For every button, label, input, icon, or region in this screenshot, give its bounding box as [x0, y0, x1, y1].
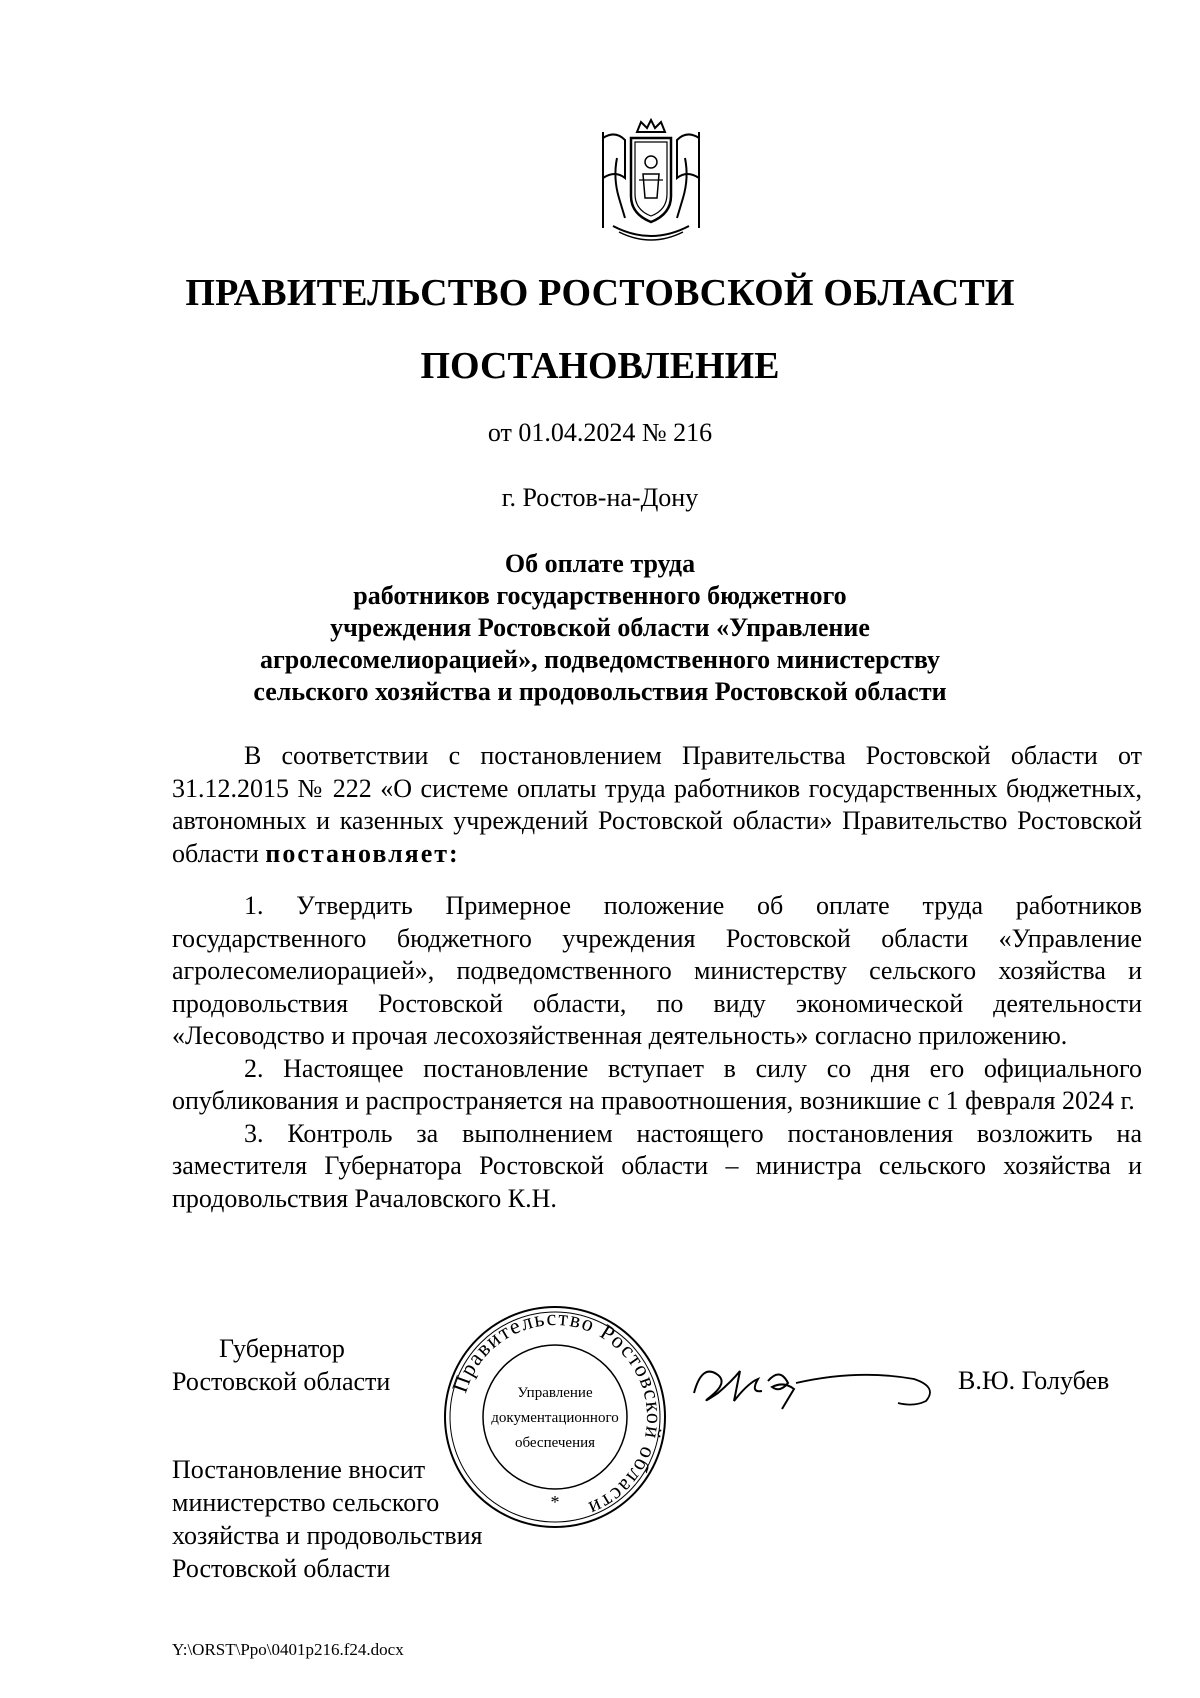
resolution-item-2: 2. Настоящее постановление вступает в силу со дня его официального опубликования и распространяется на правоотношения, возникшие с 1 февраля 2024 г. — [172, 1053, 1142, 1115]
subject-line: работников государственного бюджетного — [353, 581, 847, 610]
subject-line: Об оплате труда — [504, 549, 696, 578]
signer-name: В.Ю. Голубев — [958, 1366, 1110, 1395]
submitter-block — [172, 1453, 482, 1585]
handwritten-signature — [688, 1353, 938, 1415]
subject-line: сельского хозяйства и продовольствия Ростовской области — [253, 677, 947, 706]
preamble — [172, 740, 1142, 870]
document-subject — [0, 548, 1200, 708]
resolution-items — [172, 890, 1142, 1215]
position-line: Ростовской области — [172, 1367, 391, 1396]
submitter-line: министерство сельского — [172, 1488, 440, 1517]
submitter-line: Ростовской области — [172, 1554, 391, 1583]
stamp-center-mark: * — [550, 1492, 560, 1512]
submitter-line: хозяйства и продовольствия — [172, 1521, 483, 1550]
position-line: Губернатор — [219, 1334, 345, 1363]
preamble-text: В соответствии с постановлением Правительства Ростовской области от 31.12.2015 № 222 «О системе оплаты труда работников государственных бюджетных, автономных и казенных учреждений Ростовской области» Правительство Ростовской области — [172, 741, 1142, 868]
subject-line: агролесомелиорацией», подведомственного министерству — [259, 645, 941, 674]
stamp-inner-line: обеспечения — [514, 1435, 596, 1451]
stamp-inner-line: документационного — [491, 1410, 619, 1426]
resolution-item-1: 1. Утвердить Примерное положение об оплате труда работников государственного бюджетного учреждения Ростовской области «Управление агролесомелиорацией», подведомственного министерству сельского хозяйства и продовольствия Ростовской области, по виду экономической деятельности «Лесоводство и прочая лесохозяйственная деятельность» согласно приложению. — [172, 891, 1142, 1050]
subject-line: учреждения Ростовской области «Управление — [330, 613, 870, 642]
document-city: г. Ростов-на-Дону — [501, 483, 699, 512]
file-path: Y:\ORST\Ppo\0401p216.f24.docx — [172, 1640, 404, 1659]
stamp-inner-line: Управление — [517, 1385, 593, 1401]
preamble-paragraph — [172, 740, 1142, 870]
government-name: ПРАВИТЕЛЬСТВО РОСТОВСКОЙ ОБЛАСТИ — [185, 272, 1015, 314]
signatory-position — [172, 1332, 390, 1398]
submitter-line: Постановление вносит — [172, 1455, 426, 1484]
document-date-number: от 01.04.2024 № 216 — [487, 418, 713, 447]
resolves-word: постановляет: — [265, 838, 460, 868]
stamp-outer-text: Правительство Ростовской области — [446, 1304, 668, 1523]
document-type: ПОСТАНОВЛЕНИЕ — [420, 345, 780, 387]
resolution-item-3: 3. Контроль за выполнением настоящего постановления возложить на заместителя Губернатора Ростовской области – министра сельского хозяйства и продовольствия Рачаловского К.Н. — [172, 1118, 1142, 1213]
coat-of-arms-icon — [595, 118, 707, 246]
